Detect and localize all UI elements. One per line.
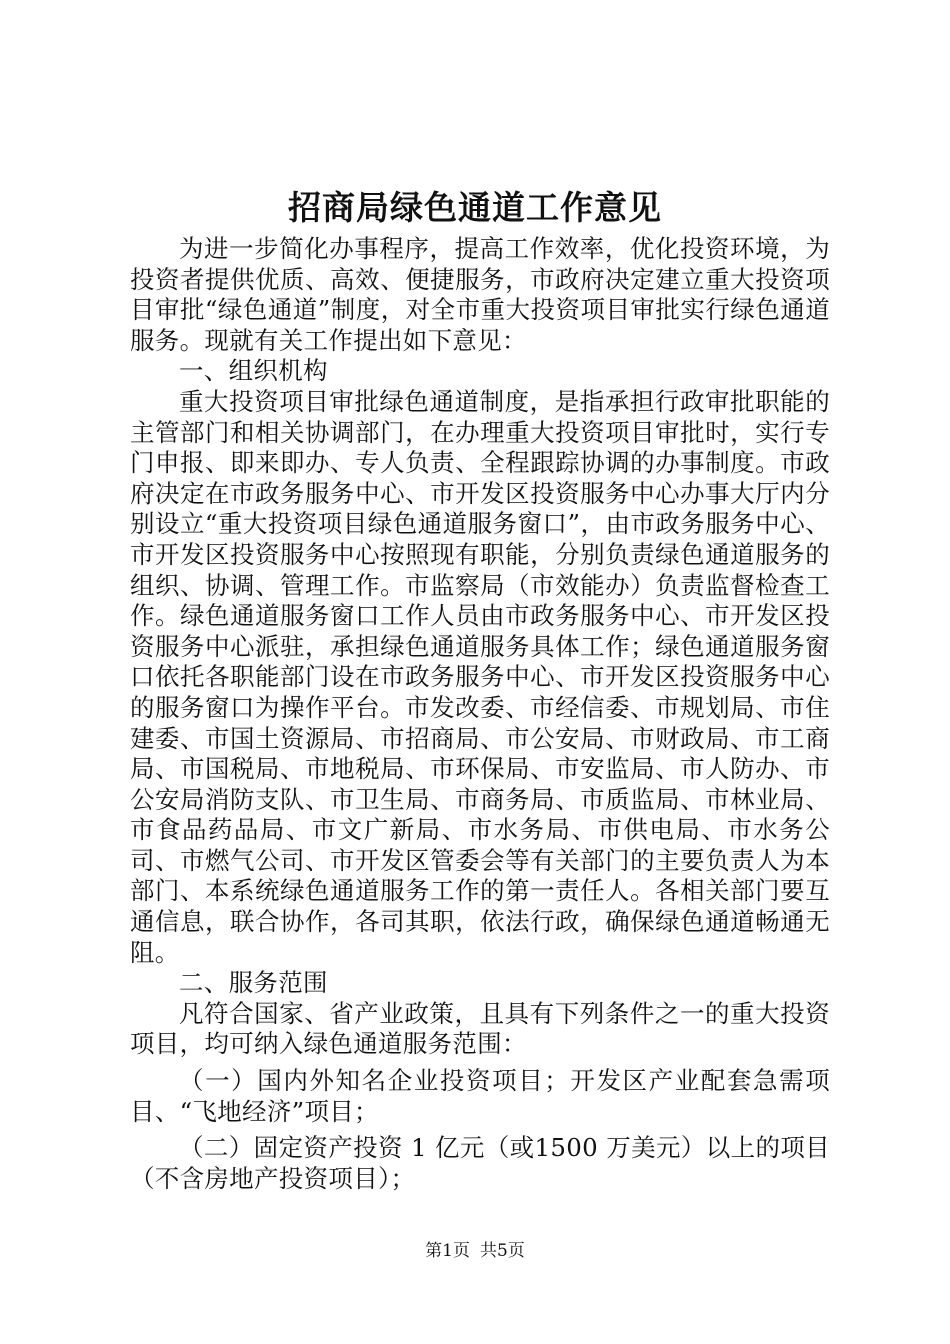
page-number-current: 第1页 bbox=[425, 1241, 470, 1261]
scope-paragraph: 凡符合国家、省产业政策，且具有下列条件之一的重大投资项目，均可纳入绿色通道服务范围： bbox=[130, 998, 830, 1059]
document-body bbox=[130, 234, 830, 1194]
section-heading-scope: 二、服务范围 bbox=[179, 968, 328, 998]
intro-paragraph: 为进一步简化办事程序，提高工作效率，优化投资环境，为投资者提供优质、高效、便捷服务，市政府决定建立重大投资项目审批“绿色通道”制度，对全市重大投资项目审批实行绿色通道服务。现就有关工作提出如下意见： bbox=[130, 234, 830, 355]
scope-item-1: （一）国内外知名企业投资项目；开发区产业配套急需项目、“飞地经济”项目； bbox=[130, 1066, 830, 1126]
page-number-total: 共5页 bbox=[480, 1241, 525, 1261]
organization-paragraph: 重大投资项目审批绿色通道制度，是指承担行政审批职能的主管部门和相关协调部门，在办理重大投资项目审批时，实行专门申报、即来即办、专人负责、全程跟踪协调的办事制度。市政府决定在市政务服务中心、市开发区投资服务中心办事大厅内分别设立“重大投资项目绿色通道服务窗口”，由市政务服务中心、市开发区投资服务中心按照现有职能，分别负责绿色通道服务的组织、协调、管理工作。市监察局（市效能办）负责监督检查工作。绿色通道服务窗口工作人员由市政务服务中心、市开发区投资服务中心派驻，承担绿色通道服务具体工作；绿色通道服务窗口依托各职能部门设在市政务服务中心、市开发区投资服务中心的服务窗口为操作平台。市发改委、市经信委、市规划局、市住建委、市国土资源局、市招商局、市公安局、市财政局、市工商局、市国税局、市地税局、市环保局、市安监局、市人防办、市公安局消防支队、市卫生局、市商务局、市质监局、市林业局、市食品药品局、市文广新局、市水务局、市供电局、市水务公司、市燃气公司、市开发区管委会等有关部门的主要负责人为本部门、本系统绿色通道服务工作的第一责任人。各相关部门要互通信息，联合协作，各司其职，依法行政，确保绿色通道畅通无阻。 bbox=[130, 386, 830, 967]
document-title: 招商局绿色通道工作意见 bbox=[288, 188, 662, 227]
section-heading-organization: 一、组织机构 bbox=[179, 356, 328, 386]
scope-item-2: （二）固定资产投资 1 亿元（或1500 万美元）以上的项目（不含房地产投资项目）； bbox=[130, 1133, 830, 1193]
page-footer bbox=[0, 1239, 950, 1263]
